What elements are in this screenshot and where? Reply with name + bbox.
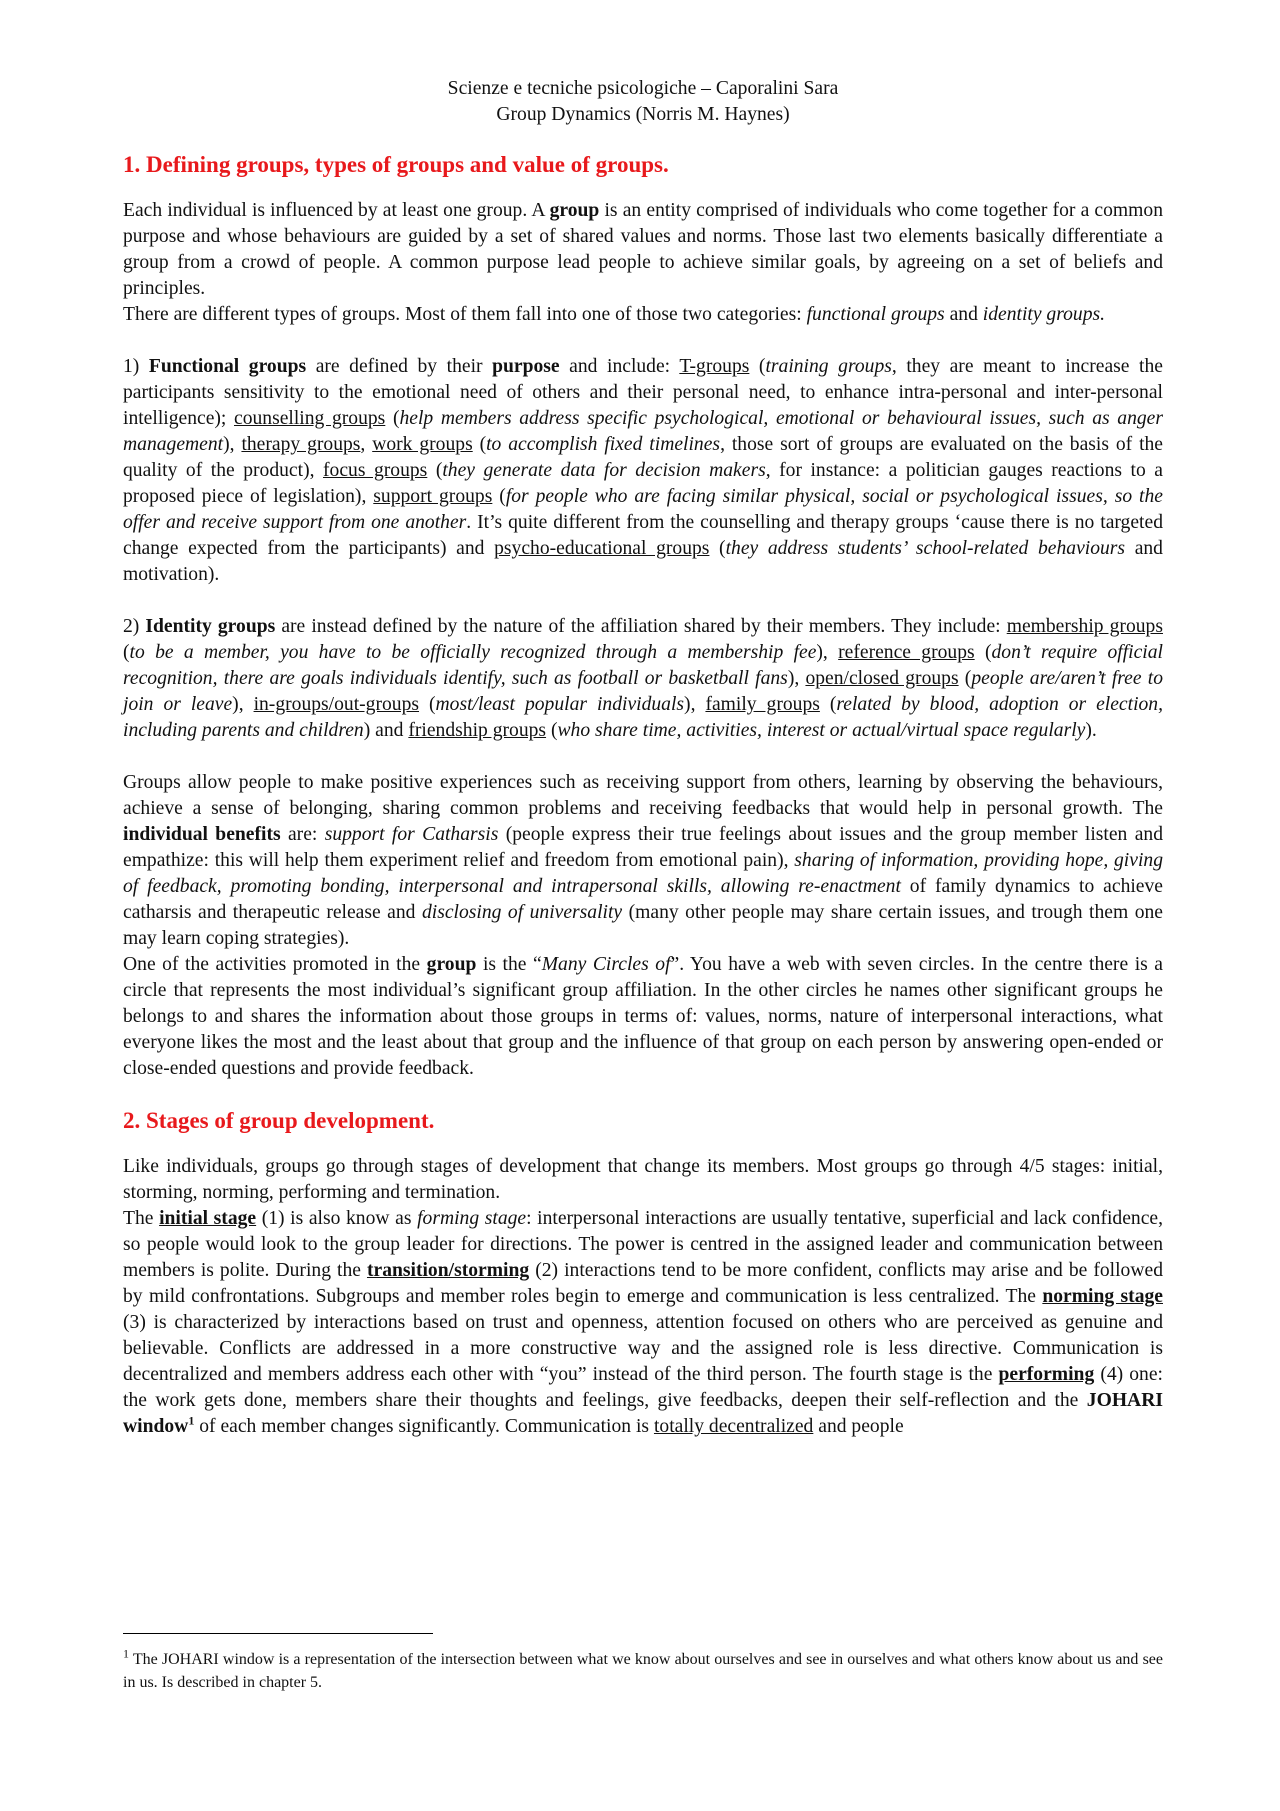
footnote-mark: 1 xyxy=(123,1646,129,1661)
footnote-reference[interactable]: 1 xyxy=(188,1413,195,1428)
groups-definition-paragraph: Each individual is influenced by at least one group. A group is an entity comprised of individuals who come together for a common purpose and whose behaviours are guided by a set of shared values and norms. Those last two elements basically differentiate a group from a crowd of people. A common purpose lead people to achieve similar goals, by agreeing on a set of beliefs and principles. xyxy=(123,200,1163,299)
group-types-paragraph: There are different types of groups. Most of them fall into one of those two categories: functional groups and identity groups. xyxy=(123,304,1106,325)
section-1-heading: 1. Defining groups, types of groups and value of groups. xyxy=(123,152,669,177)
footnote xyxy=(123,1648,1163,1694)
stages-intro-paragraph: Like individuals, groups go through stages of development that change its members. Most groups go through 4/5 stages: initial, storming, norming, performing and termination. xyxy=(123,1156,1163,1203)
stages-detail-paragraph: The initial stage (1) is also know as forming stage: interpersonal interactions are usually tentative, superficial and lack confidence, so people would look to the group leader for directions. The power is centred in the assigned leader and communication between members is polite. During the transition/storming (2) interactions tend to be more confident, conflicts may arise and be followed by mild confrontations. Subgroups and member roles begin to emerge and communication is less centralized. The norming stage (3) is characterized by interactions based on trust and openness, attention focused on others who are perceived as genuine and believable. Conflicts are addressed in a more constructive way and the assigned role is less directive. Communication is decentralized and members address each other with “you” instead of the third person. The fourth stage is the performing (4) one: the work gets done, members share their thoughts and feelings, give feedbacks, deepen their self-reflection and the JOHARI window$^1$ of each member changes significantly. Communication is totally decentralized and people xyxy=(123,1208,1163,1437)
identity-groups-paragraph: 2) Identity groups are instead defined by the nature of the affiliation shared by their members. They include: membership groups (to be a member, you have to be officially recognized through a membership fee), reference groups (don’t require official recognition, there are goals individuals identify, such as football or basketball fans), open/closed groups (people are/aren’t free to join or leave), in-groups/out-groups (most/least popular individuals), family groups (related by blood, adoption or election, including parents and children) and friendship groups (who share time, activities, interest or actual/virtual space regularly). xyxy=(123,616,1164,741)
footnote-text: The JOHARI window is a representation of the intersection between what we know about ourselves and see in ourselves and what others know about us and see in us. Is described in chapter 5. xyxy=(123,1651,1163,1691)
document-page xyxy=(123,76,1163,1440)
header-book: Group Dynamics (Norris M. Haynes) xyxy=(496,104,790,125)
document-header xyxy=(123,76,1163,128)
section-2-heading: 2. Stages of group development. xyxy=(123,1108,435,1133)
individual-benefits-paragraph: Groups allow people to make positive experiences such as receiving support from others, learning by observing the behaviours, achieve a sense of belonging, sharing common problems and receiving feedbacks that would help in personal growth. The individual benefits are: support for Catharsis (people express their true feelings about issues and the group member listen and empathize: this will help them experiment relief and freedom from emotional pain), sharing of information, providing hope, giving of feedback, promoting bonding, interpersonal and intrapersonal skills, allowing re-enactment of family dynamics to achieve catharsis and therapeutic release and disclosing of universality (many other people may share certain issues, and trough them one may learn coping strategies). xyxy=(123,772,1163,949)
header-course: Scienze e tecniche psicologiche – Caporalini Sara xyxy=(447,78,839,99)
footnote-divider xyxy=(123,1633,433,1634)
functional-groups-paragraph: 1) Functional groups are defined by their purpose and include: T-groups (training groups, they are meant to increase the participants sensitivity to the emotional need of others and their personal need, to enhance intra-personal and inter-personal intelligence); counselling groups (help members address specific psychological, emotional or behavioural issues, such as anger management), therapy groups, work groups (to accomplish fixed timelines, those sort of groups are evaluated on the basis of the quality of the product), focus groups (they generate data for decision makers, for instance: a politician gauges reactions to a proposed piece of legislation), support groups (for people who are facing similar physical, social or psychological issues, so the offer and receive support from one another. It’s quite different from the counselling and therapy groups ‘cause there is no targeted change expected from the participants) and psycho-educational groups (they address students’ school-related behaviours and motivation). xyxy=(123,356,1164,585)
many-circles-paragraph: One of the activities promoted in the group is the “Many Circles of”. You have a web with seven circles. In the centre there is a circle that represents the most individual’s significant group affiliation. In the other circles he names other significant groups he belongs to and shares the information about those groups in terms of: values, norms, nature of interpersonal interactions, what everyone likes the most and the least about that group and the influence of that group on each person by answering open-ended or close-ended questions and provide feedback. xyxy=(123,954,1163,1079)
